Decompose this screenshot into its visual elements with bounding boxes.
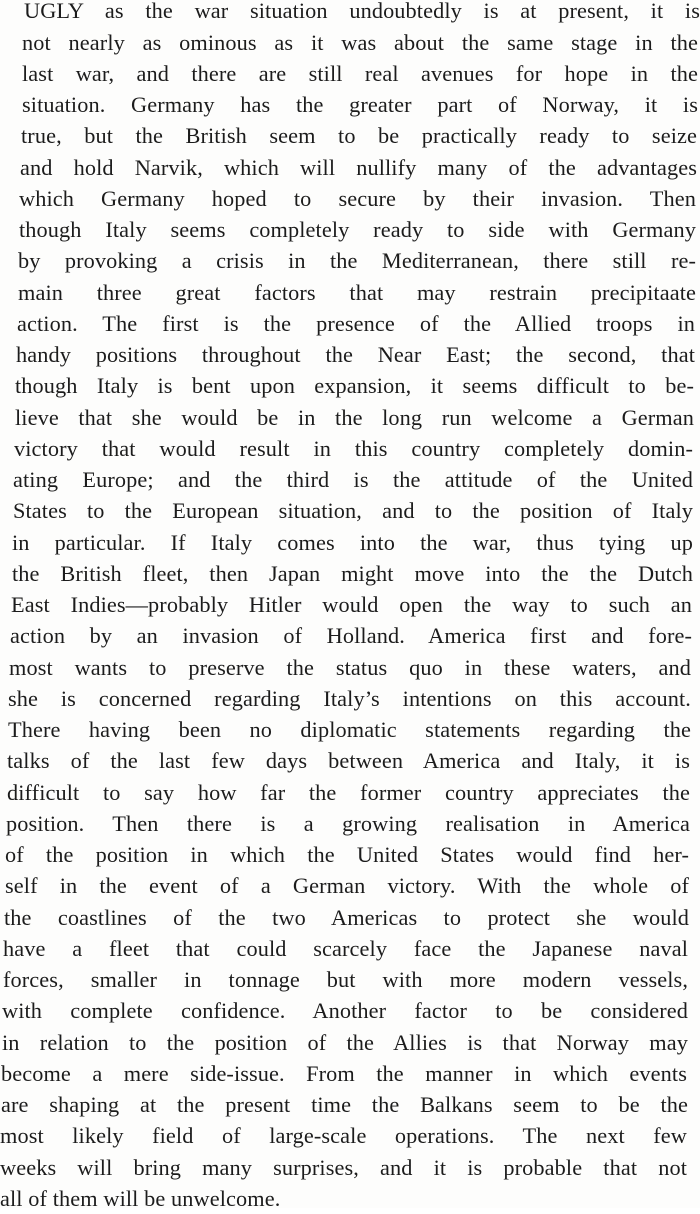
text-line: become a mere side-issue. From the manner in which events [1,1061,687,1086]
text-line: though Italy seems completely ready to side with Germany [19,217,696,242]
text-line: victory that would result in this country completely domin- [14,436,693,461]
text-line: true, but the British seem to be practically ready to seize [21,123,697,148]
text-line: which Germany hoped to secure by their invasion. Then [19,186,696,211]
text-line: lieve that she would be in the long run welcome a German [15,405,694,430]
text-line: most likely field of large-scale operations. The next few [0,1123,687,1148]
text-line: and hold Narvik, which will nullify many of the advantages [20,155,697,180]
text-line: self in the event of a German victory. With the whole of [5,873,689,898]
text-line: main three great factors that may restrain precipitaate [18,280,696,305]
text-line: have a fleet that could scarcely face the Japanese naval [3,936,688,961]
text-line: by provoking a crisis in the Mediterranean, there still re- [18,248,696,273]
text-line: East Indies—probably Hitler would open the way to such an [11,592,692,617]
text-line: action. The first is the presence of the Allied troops in [17,311,695,336]
text-line: all of them will be unwelcome. [0,1186,281,1211]
text-line: most wants to preserve the status quo in these waters, and [9,655,691,680]
text-line: in relation to the position of the Allies is that Norway may [2,1030,688,1055]
text-line: though Italy is bent upon expansion, it seems difficult to be- [15,373,694,398]
text-line: the British fleet, then Japan might move into the the Dutch [12,561,693,586]
text-line: talks of the last few days between America and Italy, it is [7,748,690,773]
text-line: ating Europe; and the third is the attitude of the United [13,467,693,492]
text-line: the coastlines of the two Americas to protect she would [4,905,689,930]
text-line: of the position in which the United States would find her- [5,842,689,867]
text-line: action by an invasion of Holland. America first and fore- [10,623,692,648]
text-line: are shaping at the present time the Balkans seem to be the [1,1092,688,1117]
text-line: forces, smaller in tonnage but with more modern vessels, [3,967,688,992]
text-line: she is concerned regarding Italy’s intentions on this account. [8,686,691,711]
text-line: UGLY as the war situation undoubtedly is at present, it is [24,0,700,23]
text-line: situation. Germany has the greater part of Norway, it is [22,92,698,117]
text-line: last war, and there are still real avenues for hope in the [22,61,698,86]
text-line: difficult to say how far the former country appreciates the [7,780,690,805]
text-line: in particular. If Italy comes into the war, thus tying up [12,530,693,555]
text-line: with complete confidence. Another factor to be considered [2,998,688,1023]
text-line: handy positions throughout the Near East; the second, that [16,342,695,367]
text-line: States to the European situation, and to the position of Italy [13,498,693,523]
text-line: There having been no diplomatic statements regarding the [8,717,691,742]
text-line: not nearly as ominous as it was about the same stage in the [22,30,698,55]
text-line: weeks will bring many surprises, and it is probable that not [0,1155,687,1180]
text-line: position. Then there is a growing realisation in America [6,811,690,836]
